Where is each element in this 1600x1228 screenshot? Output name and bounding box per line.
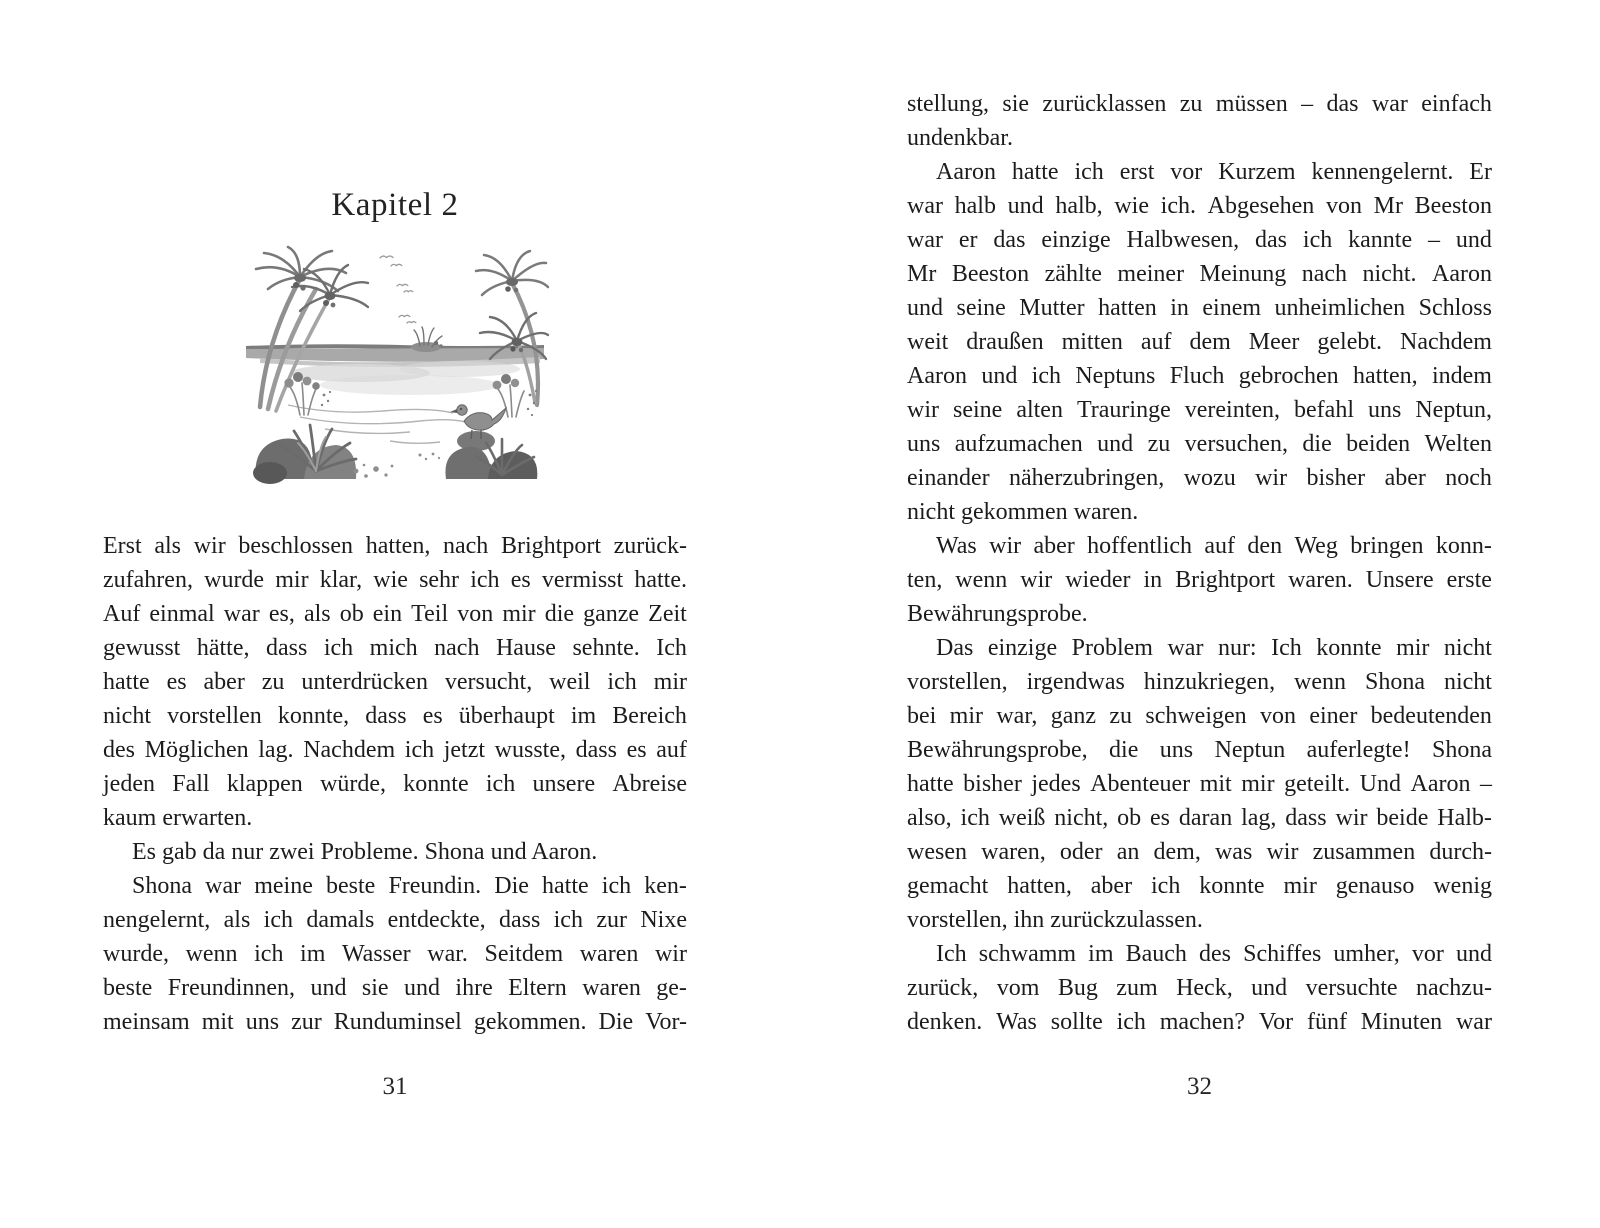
text-line: wir seine alten Trauringe vereinten, befahl uns Neptun, bbox=[907, 397, 1492, 423]
text-line: nengelernt, als ich damals entdeckte, dass ich zur Nixe bbox=[103, 907, 687, 933]
page-left bbox=[103, 0, 687, 1228]
text-line: gewusst hätte, dass ich mich nach Hause sehnte. Ich bbox=[103, 635, 687, 661]
text-line: uns aufzumachen und zu versuchen, die beiden Welten bbox=[907, 431, 1492, 457]
text-line: stellung, sie zurücklassen zu müssen – das war einfach bbox=[907, 91, 1492, 117]
distant-islet bbox=[411, 327, 443, 352]
text-line: nicht gekommen waren. bbox=[907, 499, 1139, 525]
left-page-text bbox=[103, 529, 687, 1039]
text-line: vorstellen, ihn zurückzulassen. bbox=[907, 907, 1203, 933]
text-line: Das einzige Problem war nur: Ich konnte mir nicht bbox=[936, 635, 1492, 661]
text-line: gemacht hatten, aber ich konnte mir genauso wenig bbox=[907, 873, 1492, 899]
text-line: war er das einzige Halbwesen, das ich kannte – und bbox=[907, 227, 1492, 253]
text-line: Bewährungsprobe. bbox=[907, 601, 1088, 627]
chapter-illustration bbox=[240, 245, 550, 485]
text-line: einander näherzubringen, wozu wir bisher aber noch bbox=[907, 465, 1492, 491]
beach-illustration-svg bbox=[240, 245, 550, 485]
text-line: hatte bisher jedes Abenteuer mit mir geteilt. Und Aaron – bbox=[907, 771, 1492, 797]
text-line: Mr Beeston zählte meiner Meinung nach nicht. Aaron bbox=[907, 261, 1492, 287]
text-line: Es gab da nur zwei Probleme. Shona und Aaron. bbox=[132, 839, 598, 865]
page-number-left: 31 bbox=[382, 1073, 408, 1100]
beach-waves bbox=[288, 405, 465, 443]
text-line: Bewährungsprobe, die uns Neptun auferlegte! Shona bbox=[907, 737, 1492, 763]
text-line: Ich schwamm im Bauch des Schiffes umher, vor und bbox=[936, 941, 1492, 967]
text-line: also, ich weiß nicht, ob es daran lag, dass wir beide Halb- bbox=[907, 805, 1492, 831]
rocks-left bbox=[253, 425, 356, 484]
right-page-text bbox=[907, 87, 1492, 1039]
text-line: zurück, vom Bug zum Heck, und versuchte nachzu- bbox=[907, 975, 1492, 1001]
beach-sand bbox=[290, 361, 520, 395]
chapter-heading: Kapitel 2 bbox=[331, 187, 459, 224]
pebbles bbox=[354, 453, 440, 478]
text-line: jeden Fall klappen würde, konnte ich unsere Abreise bbox=[103, 771, 687, 797]
text-line: Auf einmal war es, als ob ein Teil von mir die ganze Zeit bbox=[103, 601, 687, 627]
text-line: beste Freundinnen, und sie und ihre Eltern waren ge- bbox=[103, 975, 687, 1001]
text-line: Aaron und ich Neptuns Fluch gebrochen hatten, indem bbox=[907, 363, 1492, 389]
page-right bbox=[907, 0, 1492, 1228]
text-line: war halb und halb, wie ich. Abgesehen von Mr Beeston bbox=[907, 193, 1492, 219]
bird-on-rock-icon bbox=[450, 405, 506, 451]
text-line: Erst als wir beschlossen hatten, nach Brightport zurück- bbox=[103, 533, 687, 559]
text-line: Was wir aber hoffentlich auf den Weg bringen konn- bbox=[936, 533, 1492, 559]
text-line: wesen waren, oder an dem, was wir zusammen durch- bbox=[907, 839, 1492, 865]
text-line: weit draußen mitten auf dem Meer gelebt. Nachdem bbox=[907, 329, 1492, 355]
text-line: Aaron hatte ich erst vor Kurzem kennengelernt. Er bbox=[936, 159, 1492, 185]
text-line: wurde, wenn ich im Wasser war. Seitdem waren wir bbox=[103, 941, 687, 967]
text-line: hatte es aber zu unterdrücken versucht, weil ich mir bbox=[103, 669, 687, 695]
flying-birds-icon bbox=[380, 256, 416, 323]
text-line: des Möglichen lag. Nachdem ich jetzt wusste, dass es auf bbox=[103, 737, 687, 763]
text-line: kaum erwarten. bbox=[103, 805, 253, 831]
text-line: ten, wenn wir wieder in Brightport waren. Unsere erste bbox=[907, 567, 1492, 593]
text-line: Shona war meine beste Freundin. Die hatte ich ken- bbox=[132, 873, 687, 899]
text-line: vorstellen, irgendwas hinzukriegen, wenn Shona nicht bbox=[907, 669, 1492, 695]
text-line: zufahren, wurde mir klar, wie sehr ich es vermisst hatte. bbox=[103, 567, 687, 593]
text-line: meinsam mit uns zur Runduminsel gekommen. Die Vor- bbox=[103, 1009, 687, 1035]
text-line: denken. Was sollte ich machen? Vor fünf Minuten war bbox=[907, 1009, 1492, 1035]
text-line: bei mir war, ganz zu schweigen von einer bedeutenden bbox=[907, 703, 1492, 729]
page-number-right: 32 bbox=[1187, 1073, 1212, 1100]
text-line: nicht vorstellen konnte, dass es überhaupt im Bereich bbox=[103, 703, 687, 729]
text-line: undenkbar. bbox=[907, 125, 1013, 151]
text-line: und seine Mutter hatten in einem unheimlichen Schloss bbox=[907, 295, 1492, 321]
